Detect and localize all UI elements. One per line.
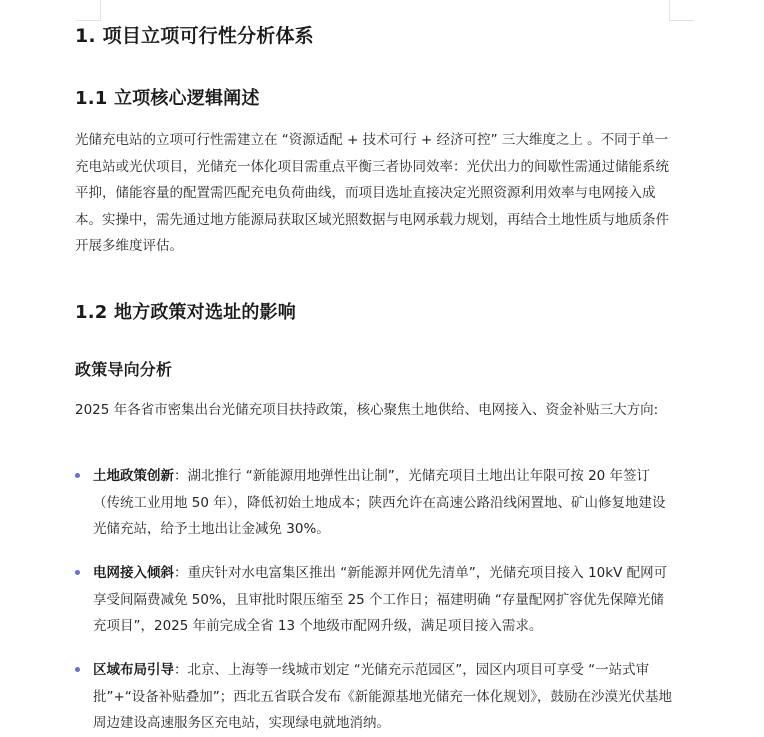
list-item-text (93, 560, 673, 640)
heading-section-1: 1. 项目立项可行性分析体系 (75, 25, 314, 47)
page-corner-marker-right (669, 0, 694, 21)
heading-section-1-2: 1.2 地方政策对选址的影响 (75, 302, 296, 323)
list-item-land-policy (75, 463, 673, 543)
list-item-regional-layout (75, 657, 673, 737)
list-item-label: 区域布局引导 (93, 662, 174, 678)
bullet-dot-icon (75, 667, 80, 672)
list-item-body: ：湖北推行 “新能源用地弹性出让制”，光储充项目土地出让年限可按 20 年签订（传统工业用地 50 年），降低初始土地成本；陕西允许在高速公路沿线闲置地、矿山修复地建设光储充站，给予土地出让金减免 30%。 (93, 468, 666, 537)
heading-policy-analysis: 政策导向分析 (75, 360, 173, 379)
list-item-body: ：重庆针对水电富集区推出 “新能源并网优先清单”，光储充项目接入 10kV 配网可享受间隔费减免 50%，且审批时限压缩至 25 个工作日；福建明确 “存量配网扩容优先保障光储充项目”，2025 年前完成全省 13 个地级市配网升级，满足项目接入需求。 (93, 565, 668, 634)
paragraph-core-logic: 光储充电站的立项可行性需建立在 “资源适配 + 技术可行 + 经济可控” 三大维度之上 。不同于单一充电站或光伏项目，光储充一体化项目需重点平衡三者协同效率：光伏出力的间歇性需通过储能系统平抑，储能容量的配置需匹配充电负荷曲线，而项目选址直接决定光照资源利用效率与电网接入成本。实操中，需先通过地方能源局获取区域光照数据与电网承载力规划，再结合土地性质与地质条件开展多维度评估。 (75, 132, 669, 254)
paragraph-policy-intro: 2025 年各省市密集出台光储充项目扶持政策，核心聚焦土地供给、电网接入、资金补贴三大方向: (75, 402, 659, 418)
list-item-grid-access (75, 560, 673, 640)
list-item-text (93, 657, 673, 737)
list-item-text (93, 463, 673, 543)
list-item-body: ：北京、上海等一线城市划定 “光储充示范园区”，园区内项目可享受 “一站式审批”+“设备补贴叠加”；西北五省联合发布《新能源基地光储充一体化规划》，鼓励在沙漠光伏基地周边建设高速服务区充电站，实现绿电就地消纳。 (93, 662, 673, 731)
page-corner-marker-left (76, 0, 101, 21)
list-item-label: 土地政策创新 (93, 468, 174, 484)
heading-section-1-1: 1.1 立项核心逻辑阐述 (75, 88, 260, 109)
bullet-dot-icon (75, 570, 80, 575)
bullet-dot-icon (75, 473, 80, 478)
list-item-label: 电网接入倾斜 (93, 565, 174, 581)
